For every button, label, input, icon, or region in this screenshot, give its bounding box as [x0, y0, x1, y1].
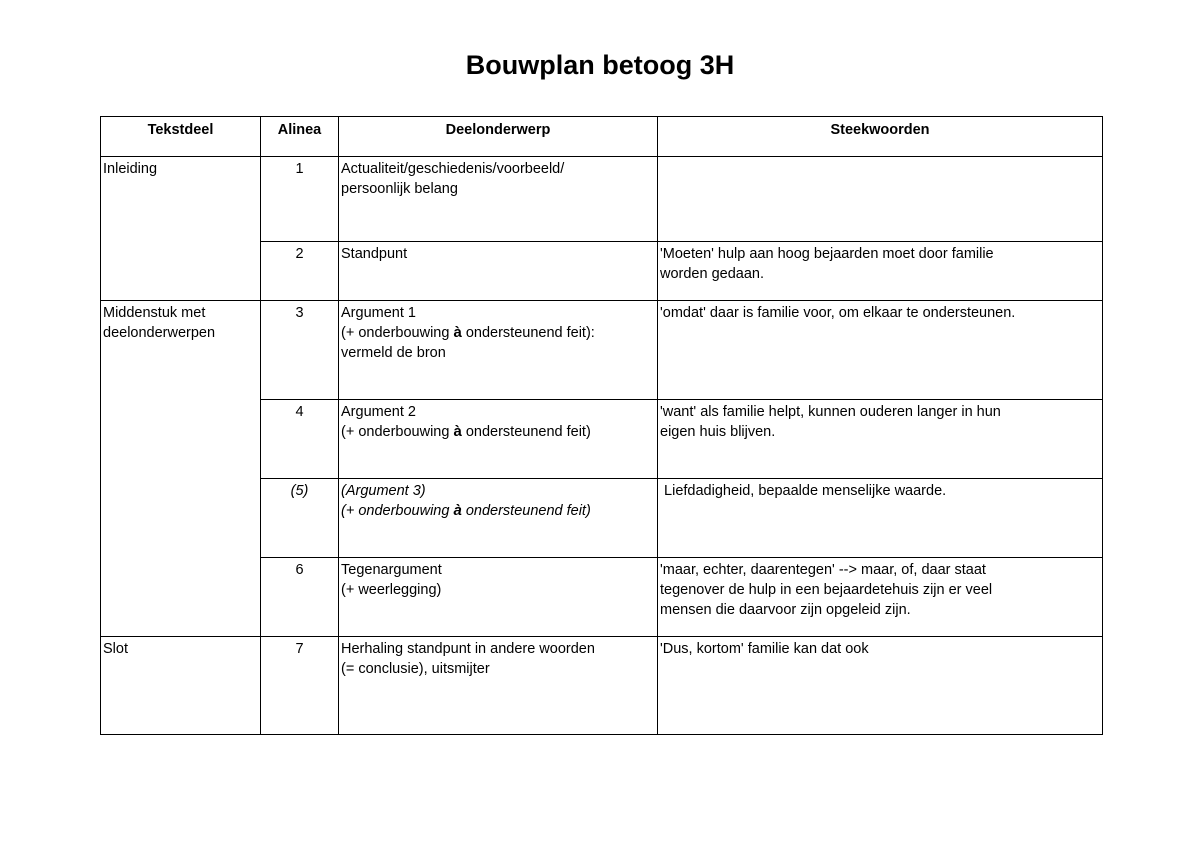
alinea-cell: 1	[261, 157, 339, 242]
steekwoorden-cell[interactable]	[658, 558, 1103, 637]
cell-line: Liefdadigheid, bepaalde menselijke waarde.	[660, 483, 947, 499]
table-row	[101, 157, 1103, 242]
cell-line	[341, 323, 655, 343]
cell-line: (+ weerlegging)	[341, 582, 442, 598]
cell-line: vermeld de bron	[341, 345, 446, 361]
page-title: Bouwplan betoog 3H	[465, 50, 735, 80]
deelonderwerp-cell	[339, 157, 658, 242]
deelonderwerp-cell	[339, 242, 658, 301]
cell-line: Tegenargument	[341, 562, 442, 578]
cell-line: 'omdat' daar is familie voor, om elkaar te ondersteunen.	[660, 305, 1016, 321]
section-label: deelonderwerpen	[103, 325, 216, 341]
section-label: Slot	[103, 641, 128, 657]
header-steekwoorden: Steekwoorden	[658, 117, 1103, 157]
section-inleiding	[101, 157, 261, 301]
cell-line: 'want' als familie helpt, kunnen ouderen langer in hun	[660, 404, 1001, 420]
arrow-symbol: à	[453, 423, 462, 440]
deelonderwerp-cell	[339, 400, 658, 479]
cell-line	[341, 422, 655, 442]
section-label: Inleiding	[103, 161, 158, 177]
cell-line: 'Dus, kortom' familie kan dat ook	[660, 641, 869, 657]
alinea-cell: 2	[261, 242, 339, 301]
alinea-cell: 4	[261, 400, 339, 479]
deelonderwerp-cell	[339, 479, 658, 558]
steekwoorden-cell[interactable]	[658, 479, 1103, 558]
cell-text: (+ onderbouwing	[341, 503, 454, 519]
deelonderwerp-cell	[339, 301, 658, 400]
cell-text: ondersteunend feit)	[461, 424, 591, 440]
cell-line: 'maar, echter, daarentegen' --> maar, of, daar staat	[660, 562, 986, 578]
table-row	[101, 301, 1103, 400]
steekwoorden-cell[interactable]	[658, 301, 1103, 400]
cell-line: Argument 1	[341, 305, 416, 321]
cell-line	[341, 501, 655, 521]
section-middenstuk	[101, 301, 261, 637]
alinea-cell: 7	[261, 637, 339, 735]
cell-text: (+ onderbouwing	[341, 424, 454, 440]
alinea-cell: 6	[261, 558, 339, 637]
cell-text: ondersteunend feit)	[461, 503, 591, 519]
arrow-symbol: à	[453, 324, 462, 341]
alinea-cell: 3	[261, 301, 339, 400]
cell-line: (= conclusie), uitsmijter	[341, 661, 490, 677]
section-slot	[101, 637, 261, 735]
cell-line: eigen huis blijven.	[660, 424, 776, 440]
deelonderwerp-cell	[339, 558, 658, 637]
deelonderwerp-cell	[339, 637, 658, 735]
cell-line: persoonlijk belang	[341, 181, 458, 197]
cell-line: mensen die daarvoor zijn opgeleid zijn.	[660, 602, 911, 618]
cell-line: worden gedaan.	[660, 266, 764, 282]
section-label: Middenstuk met	[103, 305, 206, 321]
header-tekstdeel: Tekstdeel	[101, 117, 261, 157]
cell-line: Argument 2	[341, 404, 416, 420]
table-row	[101, 637, 1103, 735]
cell-line: Standpunt	[341, 246, 408, 262]
bouwplan-table	[100, 116, 1103, 735]
cell-text: (+ onderbouwing	[341, 325, 454, 341]
cell-line: (Argument 3)	[341, 483, 426, 499]
steekwoorden-cell[interactable]	[658, 242, 1103, 301]
cell-line: Actualiteit/geschiedenis/voorbeeld/	[341, 161, 565, 177]
table-header-row	[101, 117, 1103, 157]
steekwoorden-cell[interactable]	[658, 157, 1103, 242]
cell-line: tegenover de hulp in een bejaardetehuis zijn er veel	[660, 582, 993, 598]
cell-line: 'Moeten' hulp aan hoog bejaarden moet door familie	[660, 246, 994, 262]
arrow-symbol: à	[453, 502, 462, 519]
steekwoorden-cell[interactable]	[658, 400, 1103, 479]
alinea-cell: (5)	[261, 479, 339, 558]
steekwoorden-cell[interactable]	[658, 637, 1103, 735]
cell-text: ondersteunend feit):	[461, 325, 595, 341]
cell-line: Herhaling standpunt in andere woorden	[341, 641, 595, 657]
header-alinea: Alinea	[261, 117, 339, 157]
header-deelonderwerp: Deelonderwerp	[339, 117, 658, 157]
